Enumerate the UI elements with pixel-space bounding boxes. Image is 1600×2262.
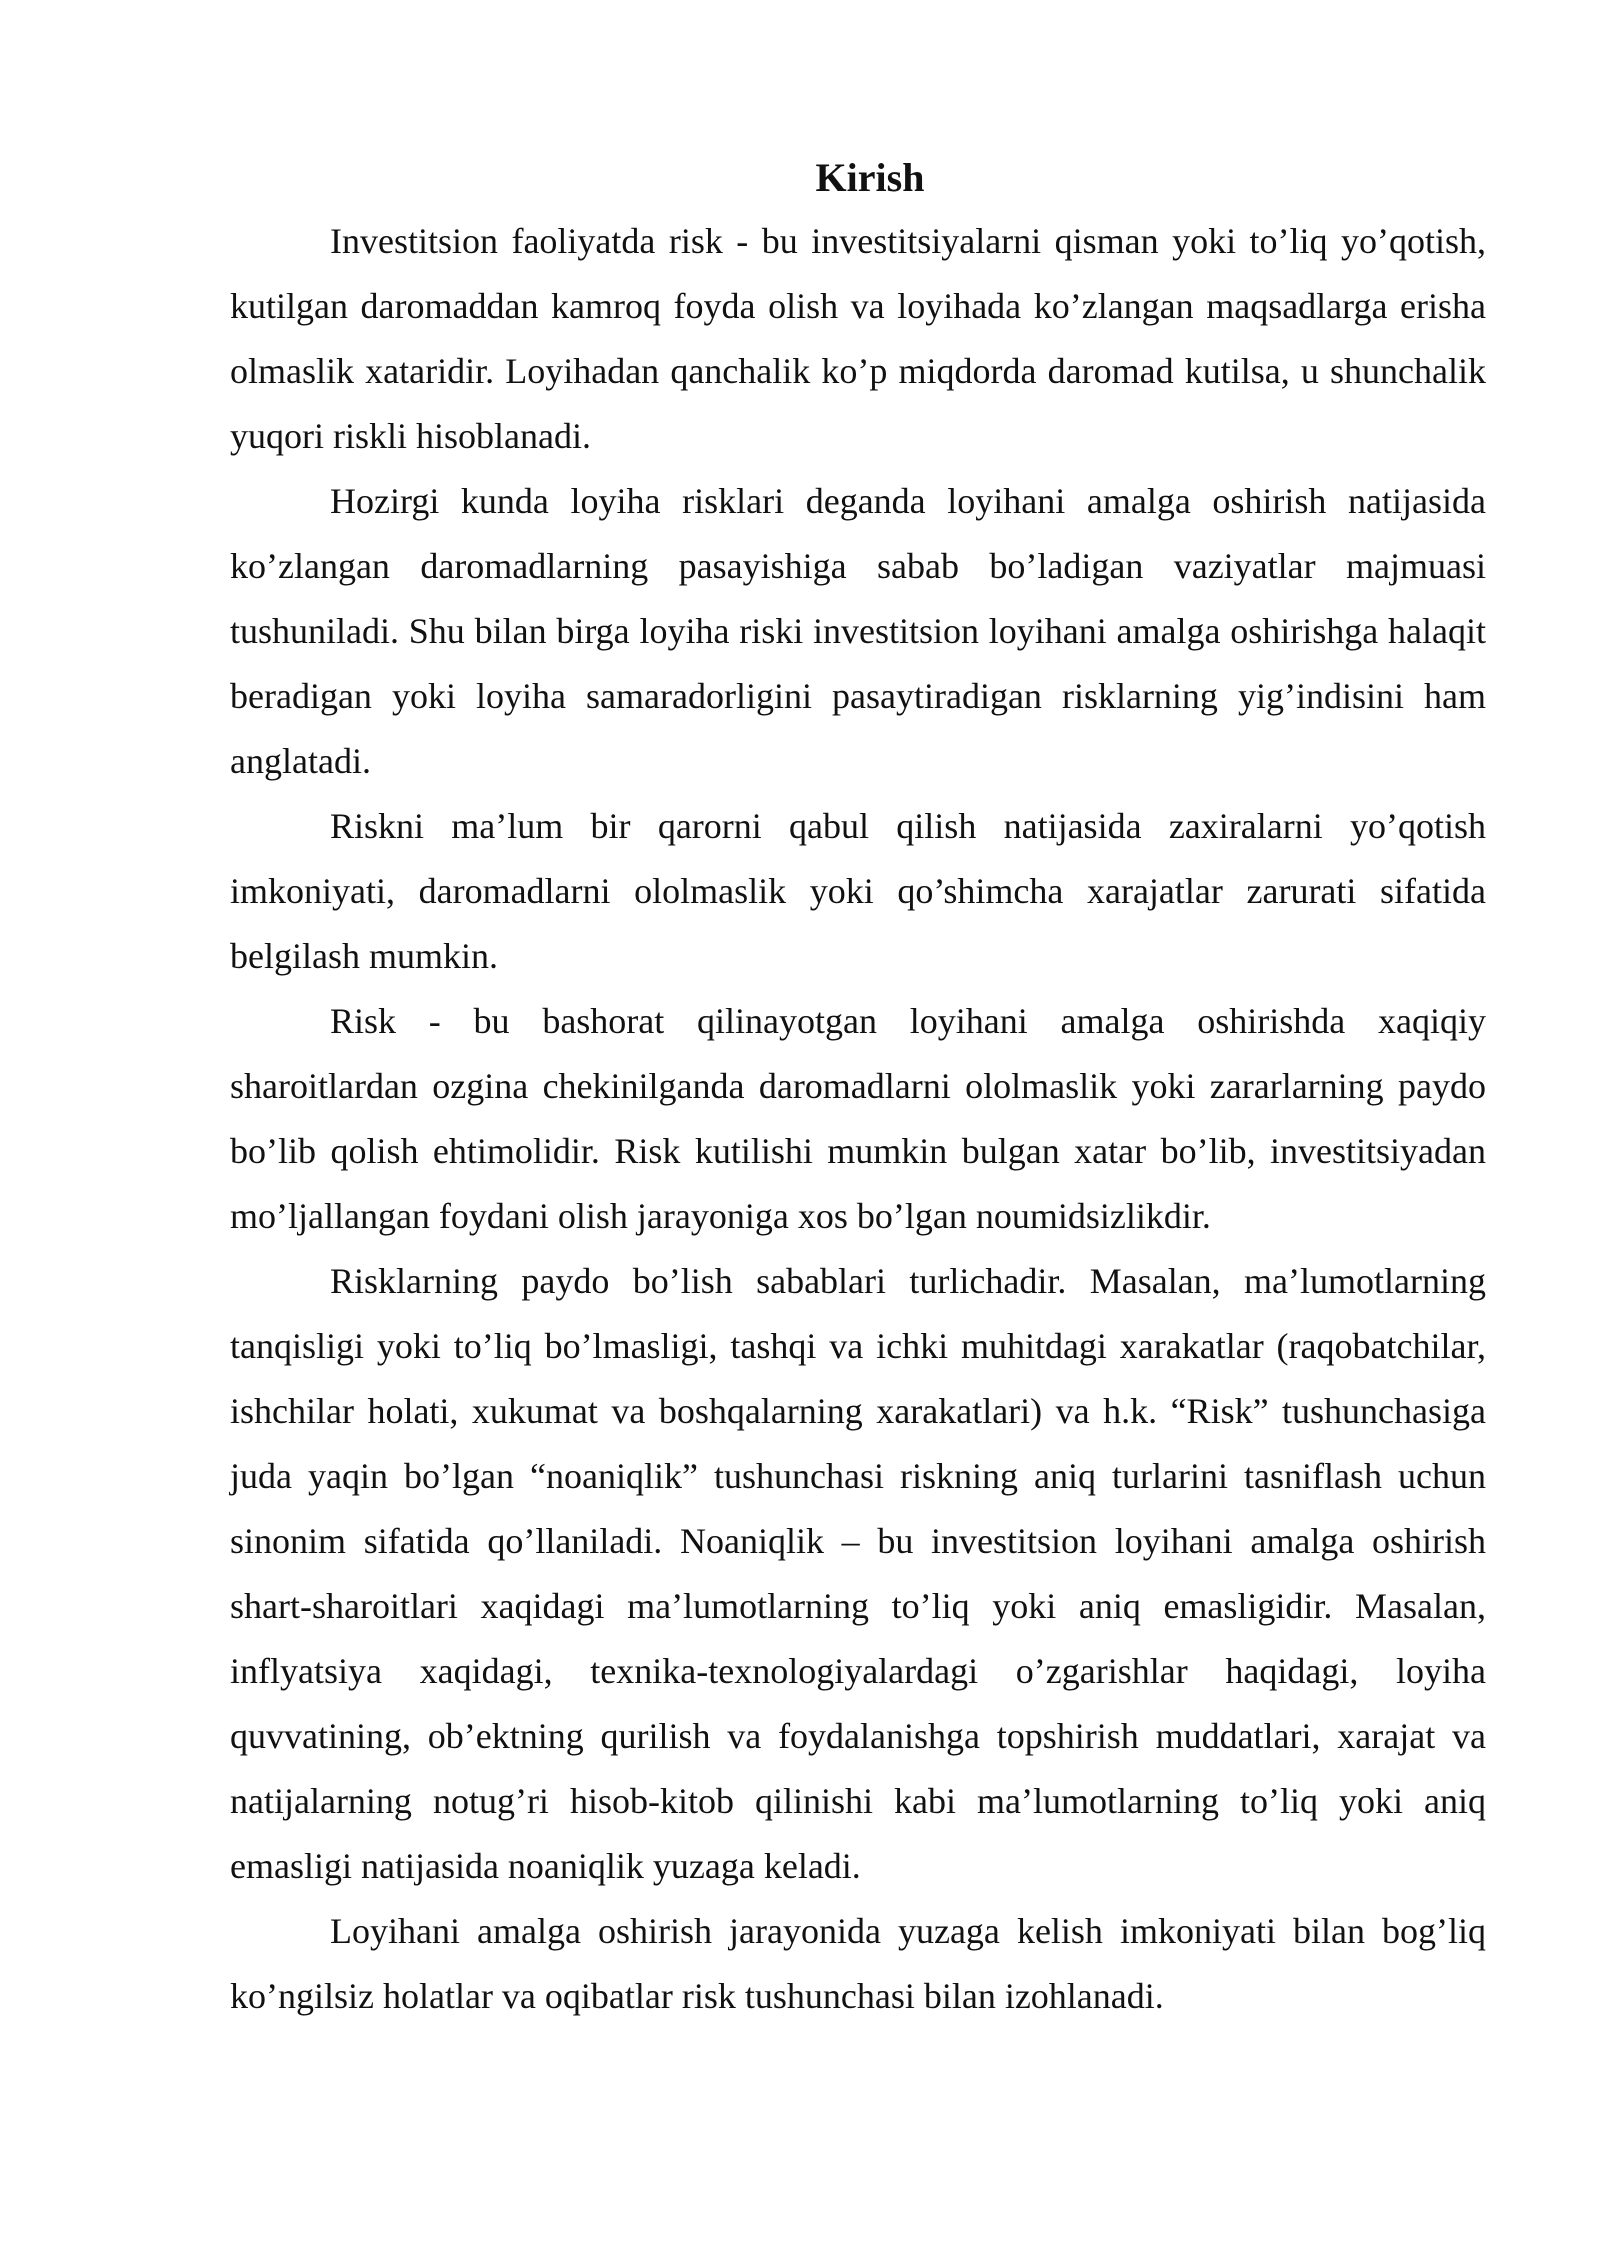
paragraph-1: Investitsion faoliyatda risk - bu investitsiyalarni qisman yoki to’liq yo’qotish, kutilgan daromaddan kamroq foyda olish va loyihada ko’zlangan maqsadlarga erisha olmaslik xataridir. Loyihadan qanchalik ko’p miqdorda daromad kutilsa, u shunchalik yuqori riskli hisoblanadi. bbox=[230, 221, 1486, 456]
paragraph-2: Hozirgi kunda loyiha risklari deganda loyihani amalga oshirish natijasida ko’zlangan daromadlarning pasayishiga sabab bo’ladigan vaziyatlar majmuasi tushuniladi. Shu bilan birga loyiha riski investitsion loyihani amalga oshirishga halaqit beradigan yoki loyiha samaradorligini pasaytiradigan risklarning yig’indisini ham anglatadi. bbox=[230, 481, 1486, 781]
paragraph-4: Risk - bu bashorat qilinayotgan loyihani amalga oshirishda xaqiqiy sharoitlardan ozgina chekinilganda daromadlarni ololmaslik yoki zararlarning paydo bo’lib qolish ehtimolidir. Risk kutilishi mumkin bulgan xatar bo’lib, investitsiyadan mo’ljallangan foydani olish jarayoniga xos bo’lgan noumidsizlikdir. bbox=[230, 1001, 1486, 1236]
paragraph-6: Loyihani amalga oshirish jarayonida yuzaga kelish imkoniyati bilan bog’liq ko’ngilsiz holatlar va oqibatlar risk tushunchasi bilan izohlanadi. bbox=[230, 1911, 1486, 2016]
paragraph-3: Riskni ma’lum bir qarorni qabul qilish natijasida zaxiralarni yo’qotish imkoniyati, daromadlarni ololmaslik yoki qo’shimcha xarajatlar zarurati sifatida belgilash mumkin. bbox=[230, 806, 1486, 976]
document-body bbox=[230, 147, 1486, 2029]
paragraph-5: Risklarning paydo bo’lish sabablari turlichadir. Masalan, ma’lumotlarning tanqisligi yoki to’liq bo’lmasligi, tashqi va ichki muhitdagi xarakatlar (raqobatchilar, ishchilar holati, xukumat va boshqalarning xarakatlari) va h.k. “Risk” tushunchasiga juda yaqin bo’lgan “noaniqlik” tushunchasi riskning aniq turlarini tasniflash uchun sinonim sifatida qo’llaniladi. Noaniqlik – bu investitsion loyihani amalga oshirish shart-sharoitlari xaqidagi ma’lumotlarning to’liq yoki aniq emasligidir. Masalan, inflyatsiya xaqidagi, texnika-texnologiyalardagi o’zgarishlar haqidagi, loyiha quvvatining, ob’ektning qurilish va foydalanishga topshirish muddatlari, xarajat va natijalarning notug’ri hisob-kitob qilinishi kabi ma’lumotlarning to’liq yoki aniq emasligi natijasida noaniqlik yuzaga keladi. bbox=[230, 1261, 1486, 1886]
page-title: Kirish bbox=[815, 155, 925, 200]
